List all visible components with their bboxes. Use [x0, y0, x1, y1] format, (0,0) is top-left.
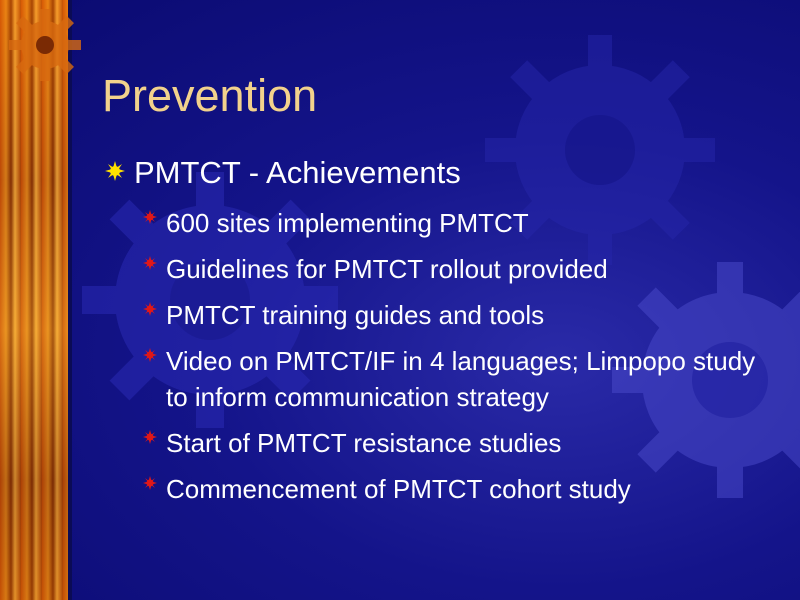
sub-bullet-item [142, 205, 782, 241]
slide-title: Prevention [102, 70, 318, 121]
bullet-text: PMTCT - Achievements [134, 155, 461, 190]
sub-bullet-text: PMTCT training guides and tools [166, 300, 545, 330]
sub-bullet-text: Start of PMTCT resistance studies [166, 428, 562, 458]
starburst-bullet-icon [142, 255, 158, 271]
bullet-item [104, 155, 461, 191]
sub-bullet-item [142, 471, 782, 507]
starburst-bullet-icon [142, 475, 158, 491]
gear-icon [5, 5, 85, 85]
sub-bullet-item [142, 425, 782, 461]
sub-bullet-list [142, 205, 782, 517]
starburst-bullet-icon [142, 347, 158, 363]
starburst-bullet-icon [142, 301, 158, 317]
sub-bullet-text: Guidelines for PMTCT rollout provided [166, 254, 608, 284]
sub-bullet-item [142, 251, 782, 287]
sub-bullet-item [142, 297, 782, 333]
sub-bullet-text: 600 sites implementing PMTCT [166, 208, 529, 238]
sub-bullet-text: Video on PMTCT/IF in 4 languages; Limpopo study to inform communication strategy [166, 346, 756, 412]
starburst-bullet-icon [142, 209, 158, 225]
sub-bullet-item [142, 343, 782, 415]
starburst-bullet-icon [142, 429, 158, 445]
sub-bullet-text: Commencement of PMTCT cohort study [166, 474, 631, 504]
starburst-bullet-icon [104, 160, 126, 182]
